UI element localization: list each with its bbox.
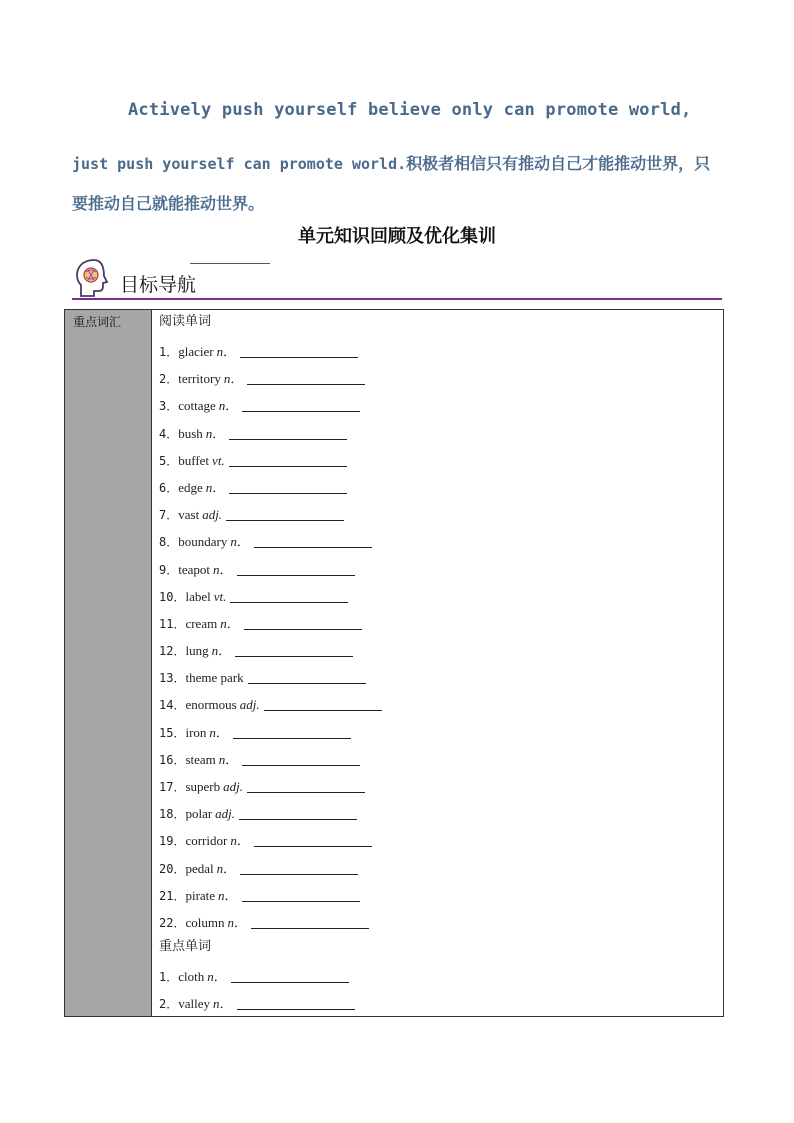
item-word: territory (178, 371, 221, 387)
item-word: edge (178, 479, 203, 495)
answer-blank[interactable] (264, 696, 382, 711)
item-number: 12． (159, 644, 186, 659)
item-part-of-speech: n (218, 398, 226, 414)
answer-blank[interactable] (247, 778, 365, 793)
item-part-of-speech: n (213, 561, 220, 577)
item-word: polar (185, 806, 213, 822)
answer-blank[interactable] (233, 724, 351, 739)
item-word: boundary (178, 534, 228, 550)
item-part-of-speech: n (220, 615, 227, 631)
item-part-of-speech: adj. (202, 507, 223, 523)
item-word: cloth (178, 969, 205, 985)
answer-blank[interactable] (242, 397, 360, 412)
answer-blank[interactable] (254, 832, 372, 847)
item-number: 18． (159, 807, 186, 822)
answer-blank[interactable] (230, 588, 348, 603)
item-word: glacier (178, 344, 214, 359)
motto-line-1-text: Actively push yourself believe only can promote world, (128, 100, 692, 120)
item-number: 20． (159, 861, 186, 876)
item-part-of-speech: adj. (215, 806, 236, 822)
item-part-of-speech: vt. (212, 452, 225, 468)
motto-line-2-english: just push yourself can promote world. (72, 155, 407, 173)
item-number: 9． (159, 562, 179, 577)
item-word: cream (185, 615, 218, 631)
item-number: 22． (159, 915, 186, 930)
list-item (159, 392, 723, 419)
answer-blank[interactable] (229, 452, 347, 467)
item-word: buffet (178, 452, 210, 468)
item-punctuation: ． (212, 479, 226, 495)
answer-blank[interactable] (240, 860, 358, 875)
answer-blank[interactable] (226, 506, 344, 521)
reading-words-heading: 阅读单词 (159, 314, 212, 329)
item-number: 15． (159, 725, 186, 740)
item-punctuation: ． (212, 425, 226, 441)
item-word: cottage (178, 398, 216, 414)
list-item (159, 909, 723, 936)
item-word: lung (185, 643, 209, 659)
motto-line-2-chinese: 积极者相信只有推动自己才能推动世界，只要推动自己就能推动世界。 (72, 154, 711, 213)
item-punctuation: ． (219, 561, 233, 577)
item-number: 7． (159, 508, 179, 523)
item-part-of-speech: vt. (213, 588, 227, 604)
answer-blank[interactable] (240, 343, 358, 358)
item-part-of-speech: n (218, 887, 225, 903)
list-item (159, 637, 723, 664)
answer-blank[interactable] (254, 533, 372, 548)
answer-blank[interactable] (229, 425, 347, 440)
list-item (159, 990, 723, 1017)
answer-blank[interactable] (247, 370, 365, 385)
item-punctuation: ． (225, 398, 239, 414)
list-item (159, 474, 723, 501)
list-item (159, 963, 723, 990)
reading-words-list (159, 338, 723, 936)
list-item (159, 447, 723, 474)
item-word: superb (185, 779, 221, 794)
answer-blank[interactable] (237, 995, 355, 1010)
list-item (159, 719, 723, 746)
list-item (159, 664, 723, 691)
item-punctuation: ． (230, 371, 244, 387)
answer-blank[interactable] (248, 669, 366, 684)
item-punctuation: ． (223, 344, 237, 359)
item-number: 6． (159, 480, 179, 495)
item-word: iron (185, 724, 207, 740)
section-title: 目标导航 (120, 274, 197, 296)
list-item (159, 528, 723, 555)
item-punctuation: ． (226, 615, 240, 631)
item-part-of-speech: adj. (239, 697, 260, 713)
list-item (159, 800, 723, 827)
list-item (159, 746, 723, 773)
item-word: enormous (185, 697, 237, 713)
item-number: 14． (159, 698, 186, 713)
item-punctuation: ． (225, 751, 239, 767)
item-punctuation: ． (224, 887, 238, 903)
item-punctuation: ． (213, 969, 227, 985)
list-item (159, 365, 723, 392)
list-item (159, 338, 723, 365)
item-number: 5． (159, 453, 179, 468)
item-number: 11． (159, 616, 186, 631)
list-item (159, 501, 723, 528)
list-item (159, 882, 723, 909)
item-number: 2． (159, 997, 179, 1012)
header-top-line (190, 263, 270, 264)
item-word: pirate (185, 887, 216, 903)
item-part-of-speech: n (227, 914, 234, 930)
header-underline (72, 298, 722, 300)
item-part-of-speech: n (205, 425, 213, 441)
item-word: bush (178, 425, 203, 441)
list-item (159, 583, 723, 610)
answer-blank[interactable] (242, 751, 360, 766)
item-word: pedal (185, 860, 214, 876)
answer-blank[interactable] (237, 561, 355, 576)
item-number: 16． (159, 752, 186, 767)
list-item (159, 855, 723, 882)
item-number: 19． (159, 834, 186, 849)
item-number: 8． (159, 535, 179, 550)
item-part-of-speech: n (216, 344, 224, 359)
item-number: 1． (159, 970, 179, 985)
head-brain-icon (74, 258, 110, 298)
list-item (159, 610, 723, 637)
category-label: 重点词汇 (73, 315, 122, 329)
item-punctuation: ． (218, 643, 232, 659)
motto-line-1 (72, 100, 724, 120)
list-item (159, 773, 723, 800)
item-punctuation: ． (236, 833, 250, 849)
item-punctuation: ． (223, 860, 237, 876)
item-number: 21． (159, 888, 186, 903)
answer-blank[interactable] (242, 887, 360, 902)
item-number: 3． (159, 399, 179, 414)
item-part-of-speech: n (230, 833, 237, 849)
item-word: label (185, 588, 211, 604)
item-part-of-speech: n (207, 969, 214, 985)
word-list-cell (152, 310, 723, 1016)
answer-blank[interactable] (244, 615, 362, 630)
item-word: teapot (178, 561, 210, 577)
item-word: vast (178, 507, 200, 523)
item-punctuation: ． (219, 996, 233, 1012)
answer-blank[interactable] (239, 805, 357, 820)
key-words-list (159, 963, 723, 1017)
item-number: 1． (159, 345, 179, 359)
item-part-of-speech: n (216, 860, 224, 876)
item-part-of-speech: n (223, 371, 231, 387)
item-number: 2． (159, 372, 179, 387)
item-number: 17． (159, 780, 186, 794)
answer-blank[interactable] (229, 479, 347, 494)
item-number: 4． (159, 426, 179, 441)
key-words-heading: 重点单词 (159, 939, 212, 955)
item-number: 13． (159, 671, 186, 686)
answer-blank[interactable] (251, 914, 369, 929)
list-item (159, 691, 723, 718)
item-word: column (185, 914, 225, 930)
vocabulary-table (64, 309, 724, 1017)
motto-line-2 (72, 144, 724, 224)
list-item (159, 420, 723, 447)
item-punctuation: ． (215, 724, 229, 740)
answer-blank[interactable] (231, 968, 349, 983)
item-word: theme park (185, 670, 244, 686)
item-word: corridor (185, 833, 228, 849)
list-item (159, 556, 723, 583)
section-header (72, 258, 722, 300)
item-part-of-speech: n (230, 534, 237, 550)
item-punctuation: ． (233, 914, 247, 930)
item-word: steam (185, 751, 216, 767)
item-part-of-speech: n (213, 996, 220, 1012)
page-title: 单元知识回顾及优化集训 (298, 226, 496, 247)
item-word: valley (178, 996, 210, 1012)
item-part-of-speech: n (209, 724, 216, 740)
item-punctuation: ． (236, 534, 250, 550)
item-number: 10． (159, 589, 186, 604)
answer-blank[interactable] (235, 642, 353, 657)
item-part-of-speech: n (211, 643, 219, 659)
list-item (159, 827, 723, 854)
item-part-of-speech: n (218, 751, 226, 767)
category-cell (65, 310, 152, 1016)
item-part-of-speech: n (205, 479, 213, 495)
item-part-of-speech: adj. (223, 779, 243, 794)
